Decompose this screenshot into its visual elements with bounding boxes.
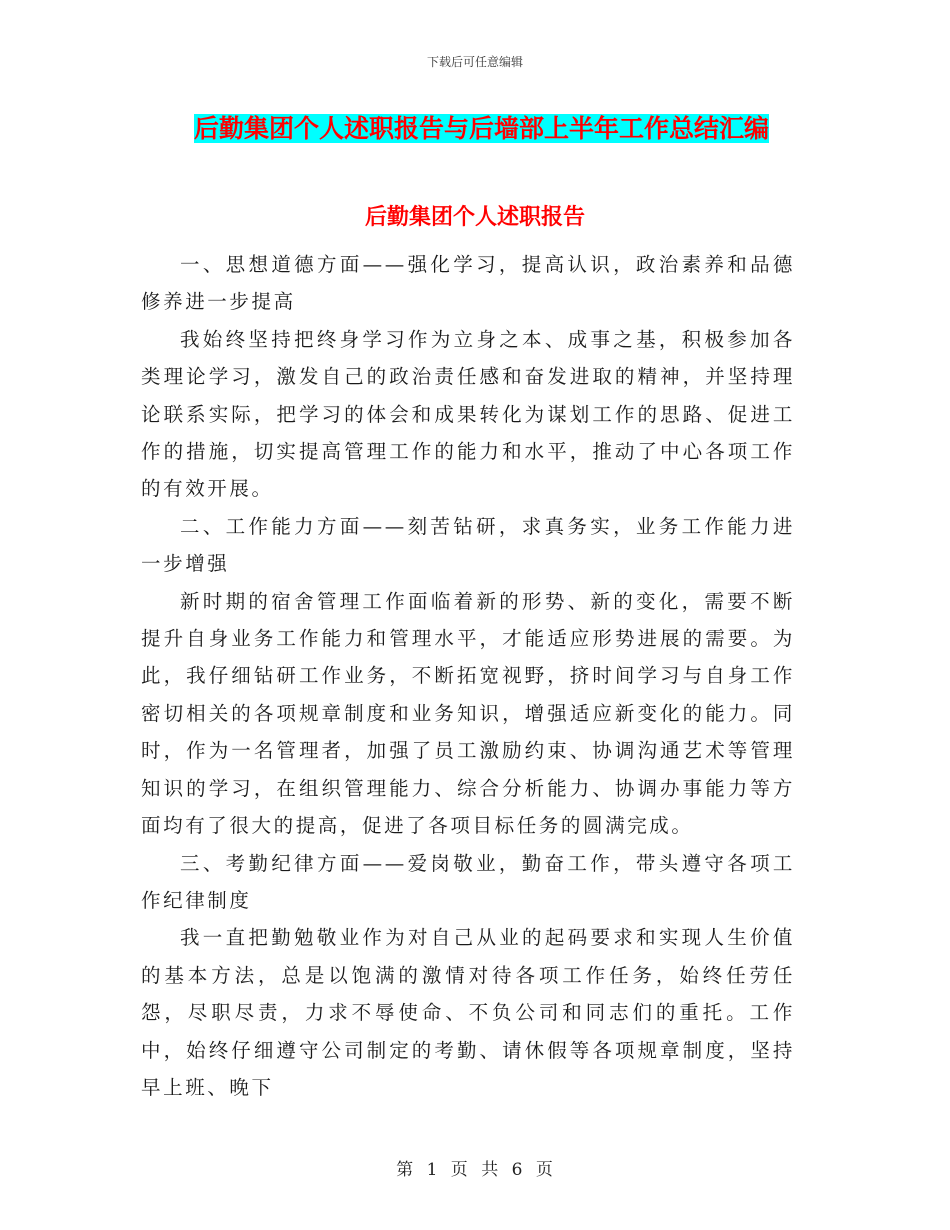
heading-paragraph-3: 三、考勤纪律方面——爱岗敬业，勤奋工作，带头遵守各项工作纪律制度 <box>141 851 795 912</box>
document-body <box>141 246 795 1106</box>
document-main-title <box>194 112 769 146</box>
main-title-highlight: 后勤集团个人述职报告与后墙部上半年工作总结汇编 <box>194 114 770 143</box>
body-paragraph-2: 新时期的宿舍管理工作面临着新的形势、新的变化，需要不断提升自身业务工作能力和管理水平，才能适应形势进展的需要。为此，我仔细钻研工作业务，不断拓宽视野，挤时间学习与自身工作密切相关的各项规章制度和业务知识，增强适应新变化的能力。同时，作为一名管理者，加强了员工激励约束、协调沟通艺术等管理知识的学习，在组织管理能力、综合分析能力、协调办事能力等方面均有了很大的提高，促进了各项目标任务的圆满完成。 <box>141 589 795 838</box>
body-paragraph-3: 我一直把勤勉敬业作为对自己从业的起码要求和实现人生价值的基本方法，总是以饱满的激情对待各项工作任务，始终任劳任怨，尽职尽责，力求不辱使命、不负公司和同志们的重托。工作中，始终仔细遵守公司制定的考勤、请休假等各项规章制度，坚持早上班、晚下 <box>141 926 795 1099</box>
heading-paragraph-2: 二、工作能力方面——刻苦钻研，求真务实，业务工作能力进一步增强 <box>141 514 795 576</box>
heading-paragraph-1: 一、思想道德方面——强化学习，提高认识，政治素养和品德修养进一步提高 <box>141 253 795 314</box>
page-header-note: 下载后可任意编辑 <box>426 55 523 69</box>
page-footer-number: 第 1 页 共 6 页 <box>396 1160 554 1180</box>
section-title: 后勤集团个人述职报告 <box>364 205 585 230</box>
body-paragraph-1: 我始终坚持把终身学习作为立身之本、成事之基，积极参加各类理论学习，激发自己的政治责任感和奋发进取的精神，并坚持理论联系实际，把学习的体会和成果转化为谋划工作的思路、促进工作的措施，切实提高管理工作的能力和水平，推动了中心各项工作的有效开展。 <box>141 327 795 501</box>
